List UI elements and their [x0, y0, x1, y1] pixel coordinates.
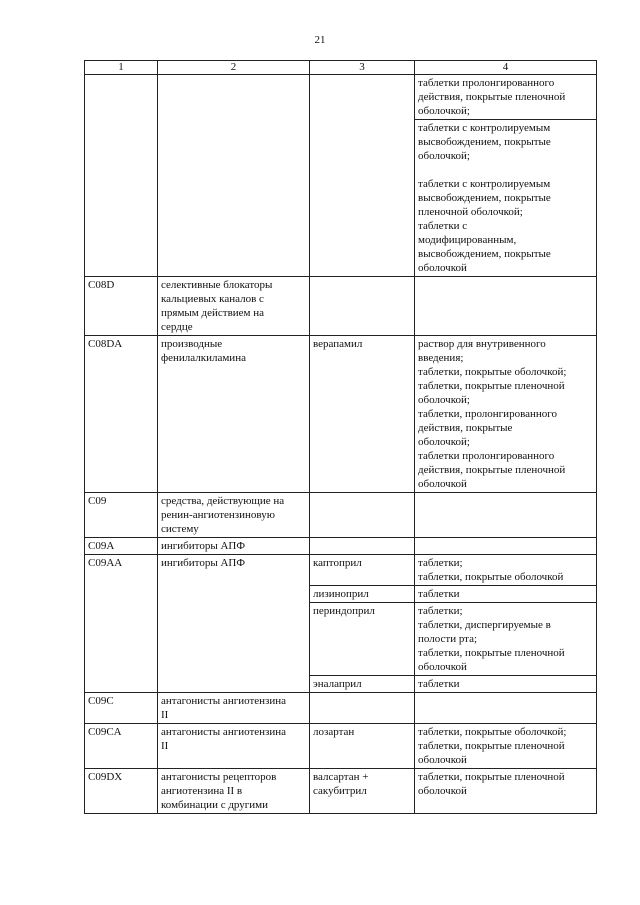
drug-cell [310, 538, 415, 555]
dosage-form: таблетки; таблетки, диспергируемые в полости рта; таблетки, покрытые пленочной оболочкой [418, 605, 565, 673]
drug-cell [310, 693, 415, 724]
group-cell [158, 75, 310, 277]
atc-code: C09C [88, 695, 114, 707]
drug-name: лозартан [313, 726, 355, 738]
table-row [85, 277, 597, 336]
drug-table [84, 60, 597, 814]
dosage-form: таблетки с контролируемым высвобождением, покрытые оболочкой; [418, 122, 551, 162]
table-row [85, 493, 597, 538]
group-name: антагонисты ангиотензина II [161, 726, 287, 752]
drug-name: каптоприл [313, 557, 362, 569]
drug-cell [310, 277, 415, 336]
drug-name: валсартан + сакубитрил [313, 771, 369, 797]
group-name: ингибиторы АПФ [161, 557, 246, 569]
dosage-form: таблетки с контролируемым высвобождением, покрытые пленочной оболочкой; таблетки с модифицированным, высвобождением, покрытые оболочкой [418, 178, 551, 274]
group-name: антагонисты ангиотензина II [161, 695, 287, 721]
drug-name: верапамил [313, 338, 363, 350]
table-row [85, 538, 597, 555]
atc-code: C09CA [88, 726, 122, 738]
drug-name: эналаприл [313, 678, 362, 690]
dosage-form: таблетки; таблетки, покрытые оболочкой [418, 557, 564, 583]
code-cell [85, 75, 158, 277]
atc-code: C08D [88, 279, 115, 291]
table-row [85, 769, 597, 814]
atc-code: C08DA [88, 338, 123, 350]
forms-cell [415, 693, 597, 724]
table-row [85, 693, 597, 724]
drug-cell [310, 75, 415, 277]
atc-code: C09DX [88, 771, 123, 783]
atc-code: C09AA [88, 557, 123, 569]
table-row [85, 724, 597, 769]
group-name: антагонисты рецепторов ангиотензина II в комбинации с другими [161, 771, 277, 811]
forms-cell [415, 75, 597, 277]
dosage-form: таблетки, покрытые оболочкой; таблетки, покрытые пленочной оболочкой [418, 726, 567, 766]
column-header-3: 3 [310, 61, 415, 75]
group-name: производные фенилалкиламина [161, 338, 246, 364]
table-row [85, 555, 597, 586]
drug-name: периндоприл [313, 605, 375, 617]
dosage-form: таблетки, покрытые пленочной оболочкой [418, 771, 565, 797]
column-header-2: 2 [158, 61, 310, 75]
page-number: 21 [314, 34, 326, 46]
atc-code: C09 [88, 495, 107, 507]
dosage-form: таблетки [418, 588, 460, 600]
atc-code: C09A [88, 540, 115, 552]
drug-name: лизиноприл [313, 588, 369, 600]
column-header-4: 4 [415, 61, 597, 75]
group-name: ингибиторы АПФ [161, 540, 246, 552]
forms-cell [415, 493, 597, 538]
group-name: селективные блокаторы кальциевых каналов с прямым действием на сердце [161, 279, 273, 333]
dosage-form: таблетки [418, 678, 460, 690]
dosage-form: таблетки пролонгированного действия, покрытые пленочной оболочкой; [418, 77, 566, 117]
table-row [85, 336, 597, 493]
forms-cell [415, 277, 597, 336]
drug-cell [310, 493, 415, 538]
table-row [85, 75, 597, 277]
forms-cell [415, 538, 597, 555]
header-row [85, 61, 597, 75]
group-name: средства, действующие на ренин-ангиотензиновую систему [161, 495, 285, 535]
column-header-1: 1 [85, 61, 158, 75]
dosage-form: раствор для внутривенного введения; таблетки, покрытые оболочкой; таблетки, покрытые пленочной оболочкой; таблетки, пролонгированного действия, покрытые оболочкой; таблетки пролонгированного действия, покрытые пленочной оболочкой [418, 338, 567, 490]
